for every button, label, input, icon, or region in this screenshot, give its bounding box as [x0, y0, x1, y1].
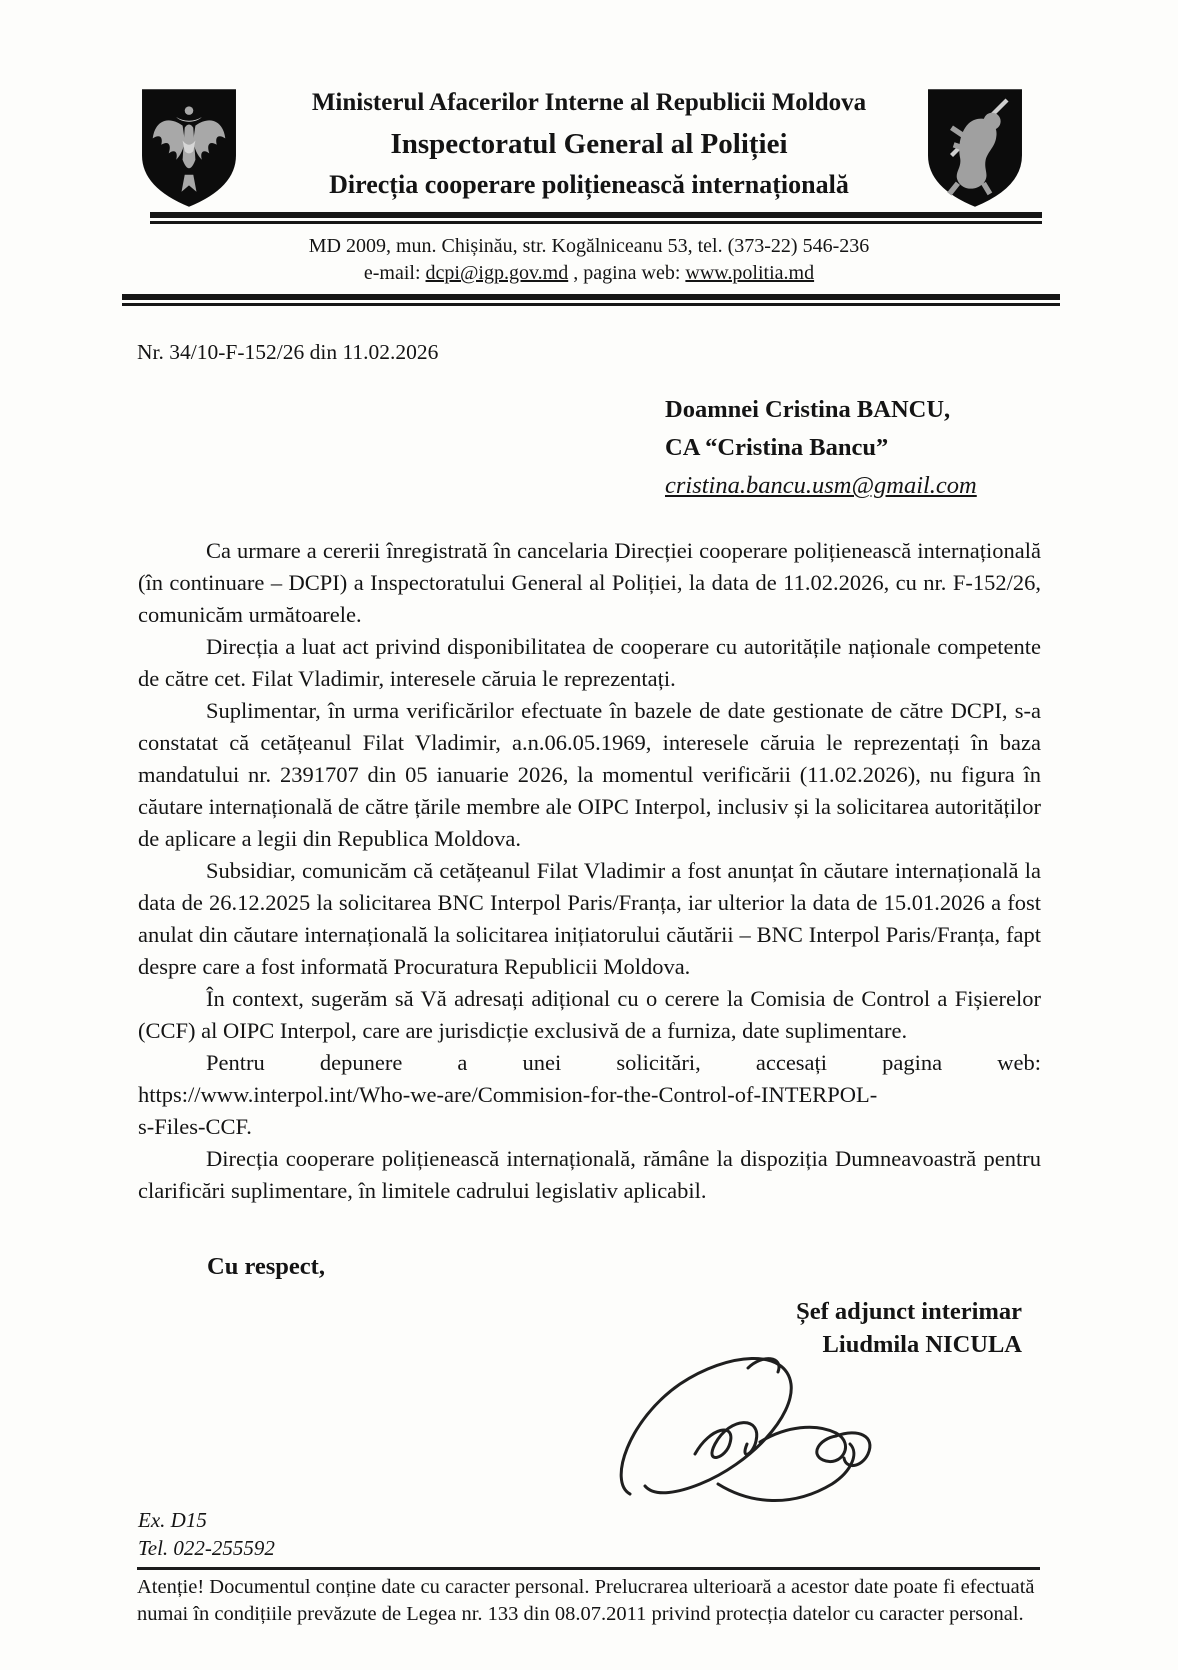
- inspectorate-title: Inspectoratul General al Poliției: [390, 127, 788, 160]
- signer-title: Șef adjunct interimar: [796, 1298, 1022, 1326]
- email-link: dcpi@igp.gov.md: [425, 262, 569, 285]
- igp-coat-of-arms-icon: [916, 85, 1034, 211]
- body-paragraph: Suplimentar, în urma verificărilor efectuate în bazele de date gestionate de către DCPI, s-a constatat că cetățeanul Filat Vladimir, a.n.06.05.1969, interesele căruia le reprezentați în baza mandatului nr. 2391707 din 05 ianuarie 2026, la momentul verificării (11.02.2026), nu figura în căutare internațională de către țările membre ale OIPC Interpol, inclusiv și la solicitarea autorităților de aplicare a legii din Republica Moldova.: [138, 698, 1041, 852]
- body-line: s-Files-CCF.: [138, 1114, 252, 1140]
- handwritten-signature-icon: [600, 1332, 920, 1532]
- letter-body: [138, 535, 1041, 1207]
- website-link: www.politia.md: [685, 262, 815, 285]
- letterhead: [0, 0, 1178, 200]
- reference-number: Nr. 34/10-F-152/26 din 11.02.2026: [137, 340, 439, 365]
- header-divider-bottom: [122, 294, 1060, 306]
- salutation: Cu respect,: [207, 1253, 325, 1281]
- mai-coat-of-arms-icon: [130, 85, 248, 211]
- personal-data-notice: Atenție! Documentul conține date cu caracter personal. Prelucrarea ulterioară a acestor date poate fi efectuată numai în condițiile prevăzute de Legea nr. 133 din 08.07.2011 privind protecția datelor cu caracter personal.: [137, 1576, 1035, 1625]
- header-divider-top: [150, 212, 1042, 224]
- body-paragraph: Ca urmare a cererii înregistrată în cancelaria Direcției cooperare polițienească internațională (în continuare – DCPI) a Inspectoratului General al Poliției, la data de 11.02.2026, cu nr. F-152/26, comunicăm următoarele.: [138, 538, 1041, 628]
- body-paragraph: În context, sugerăm să Vă adresați adițional cu o cerere la Comisia de Control a Fișierelor (CCF) al OIPC Interpol, care are jurisdicție exclusivă de a furniza, date suplimentare.: [138, 986, 1041, 1044]
- ministry-title: Ministerul Afacerilor Interne al Republicii Moldova: [311, 89, 867, 116]
- executor-phone: Tel. 022-255592: [138, 1536, 275, 1560]
- contact-web-line: [0, 260, 1178, 287]
- body-paragraph: [138, 1047, 1041, 1143]
- addressee-block: [665, 391, 1178, 505]
- body-line: https://www.interpol.int/Who-we-are/Commision-for-the-Control-of-INTERPOL-: [138, 1082, 878, 1108]
- direction-title: Direcția cooperare polițienească internațională: [329, 169, 849, 199]
- email-label: e-mail:: [363, 262, 421, 285]
- web-label: , pagina web:: [568, 262, 686, 285]
- contact-address: MD 2009, mun. Chișinău, str. Kogălniceanu 53, tel. (373-22) 546-236: [308, 235, 870, 258]
- letterhead-titles: [259, 88, 919, 200]
- executor-block: [138, 1506, 275, 1562]
- body-line: Pentru depunere a unei solicitări, accesați pagina web:: [206, 1050, 1041, 1076]
- signer-name: Liudmila NICULA: [822, 1331, 1022, 1359]
- body-paragraph: Direcția cooperare polițienească internațională, rămâne la dispoziția Dumneavoastră pentru clarificări suplimentare, în limitele cadrului legislativ aplicabil.: [138, 1146, 1041, 1204]
- footer-divider: [137, 1567, 1040, 1570]
- addressee-email: cristina.bancu.usm@gmail.com: [665, 472, 977, 500]
- executor-id: Ex. D15: [138, 1508, 207, 1532]
- body-paragraph: Direcția a luat act privind disponibilitatea de cooperare cu autoritățile naționale competente de către cet. Filat Vladimir, interesele căruia le reprezentați.: [138, 634, 1041, 692]
- contact-block: [0, 233, 1178, 287]
- addressee-name: Doamnei Cristina BANCU,: [665, 396, 951, 424]
- addressee-org: CA “Cristina Bancu”: [665, 434, 889, 462]
- body-paragraph: Subsidiar, comunicăm că cetățeanul Filat Vladimir a fost anunțat în căutare internațională la data de 26.12.2025 la solicitarea BNC Interpol Paris/Franța, iar ulterior la data de 15.01.2026 a fost anulat din căutare internațională la solicitarea inițiatorului căutării – BNC Interpol Paris/Franța, fapt despre care a fost informată Procuratura Republicii Moldova.: [138, 858, 1041, 980]
